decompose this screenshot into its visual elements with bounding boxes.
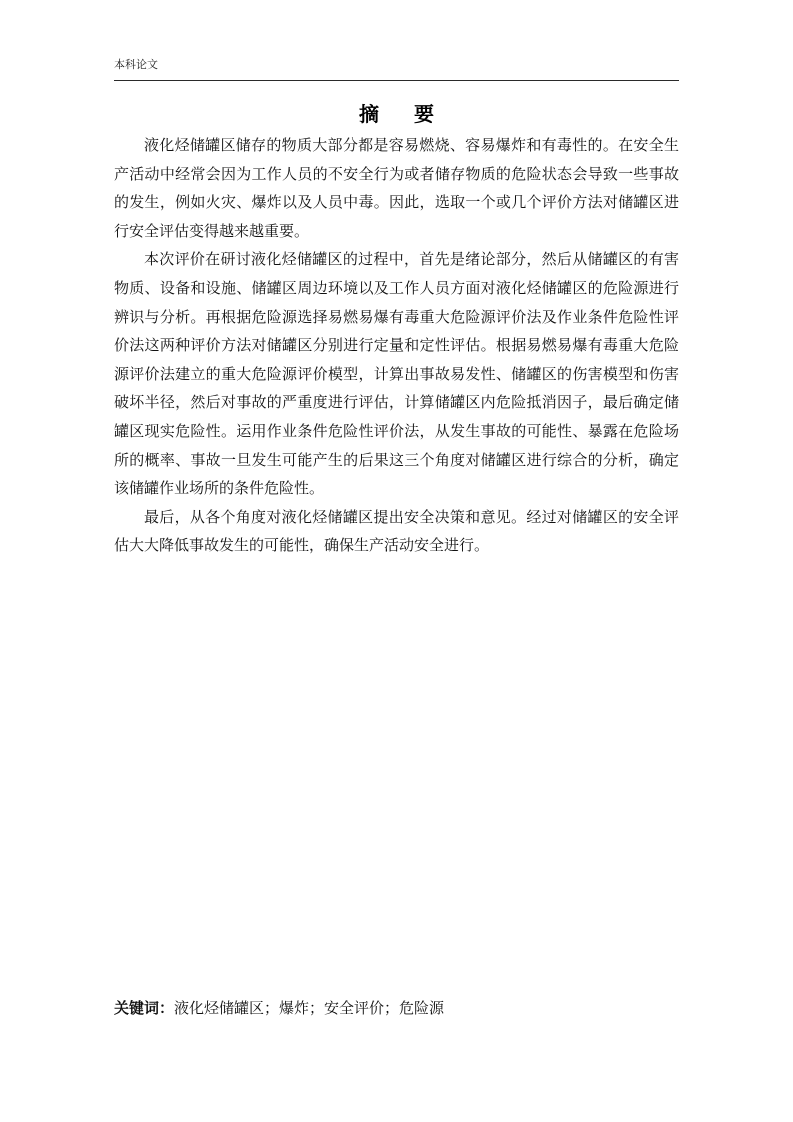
abstract-body bbox=[114, 131, 679, 560]
keywords-text: 液化烃储罐区；爆炸；安全评价；危险源 bbox=[174, 999, 445, 1017]
keywords-line bbox=[114, 996, 679, 1020]
keywords-label: 关键词： bbox=[114, 999, 175, 1017]
abstract-title: 摘 要 bbox=[359, 102, 448, 126]
abstract-paragraph-3: 最后，从各个角度对液化烃储罐区提出安全决策和意见。经过对储罐区的安全评估大大降低事故发生的可能性，确保生产活动安全进行。 bbox=[114, 507, 679, 555]
header-divider bbox=[114, 80, 679, 81]
abstract-paragraph-1: 液化烃储罐区储存的物质大部分都是容易燃烧、容易爆炸和有毒性的。在安全生产活动中经常会因为工作人员的不安全行为或者储存物质的危险状态会导致一些事故的发生，例如火灾、爆炸以及人员中毒。因此，选取一个或几个评价方法对储罐区进行安全评估变得越来越重要。 bbox=[114, 136, 679, 240]
running-header: 本科论文 bbox=[114, 58, 158, 71]
abstract-paragraph-2: 本次评价在研讨液化烃储罐区的过程中，首先是绪论部分，然后从储罐区的有害物质、设备和设施、储罐区周边环境以及工作人员方面对液化烃储罐区的危险源进行辨识与分析。再根据危险源选择易燃易爆有毒重大危险源评价法及作业条件危险性评价法这两种评价方法对储罐区分别进行定量和定性评估。根据易燃易爆有毒重大危险源评价法建立的重大危险源评价模型，计算出事故易发性、储罐区的伤害模型和伤害破坏半径，然后对事故的严重度进行评估，计算储罐区内危险抵消因子，最后确定储罐区现实危险性。运用作业条件危险性评价法，从发生事故的可能性、暴露在危险场所的概率、事故一旦发生可能产生的后果这三个角度对储罐区进行综合的分析，确定该储罐作业场所的条件危险性。 bbox=[114, 250, 679, 498]
